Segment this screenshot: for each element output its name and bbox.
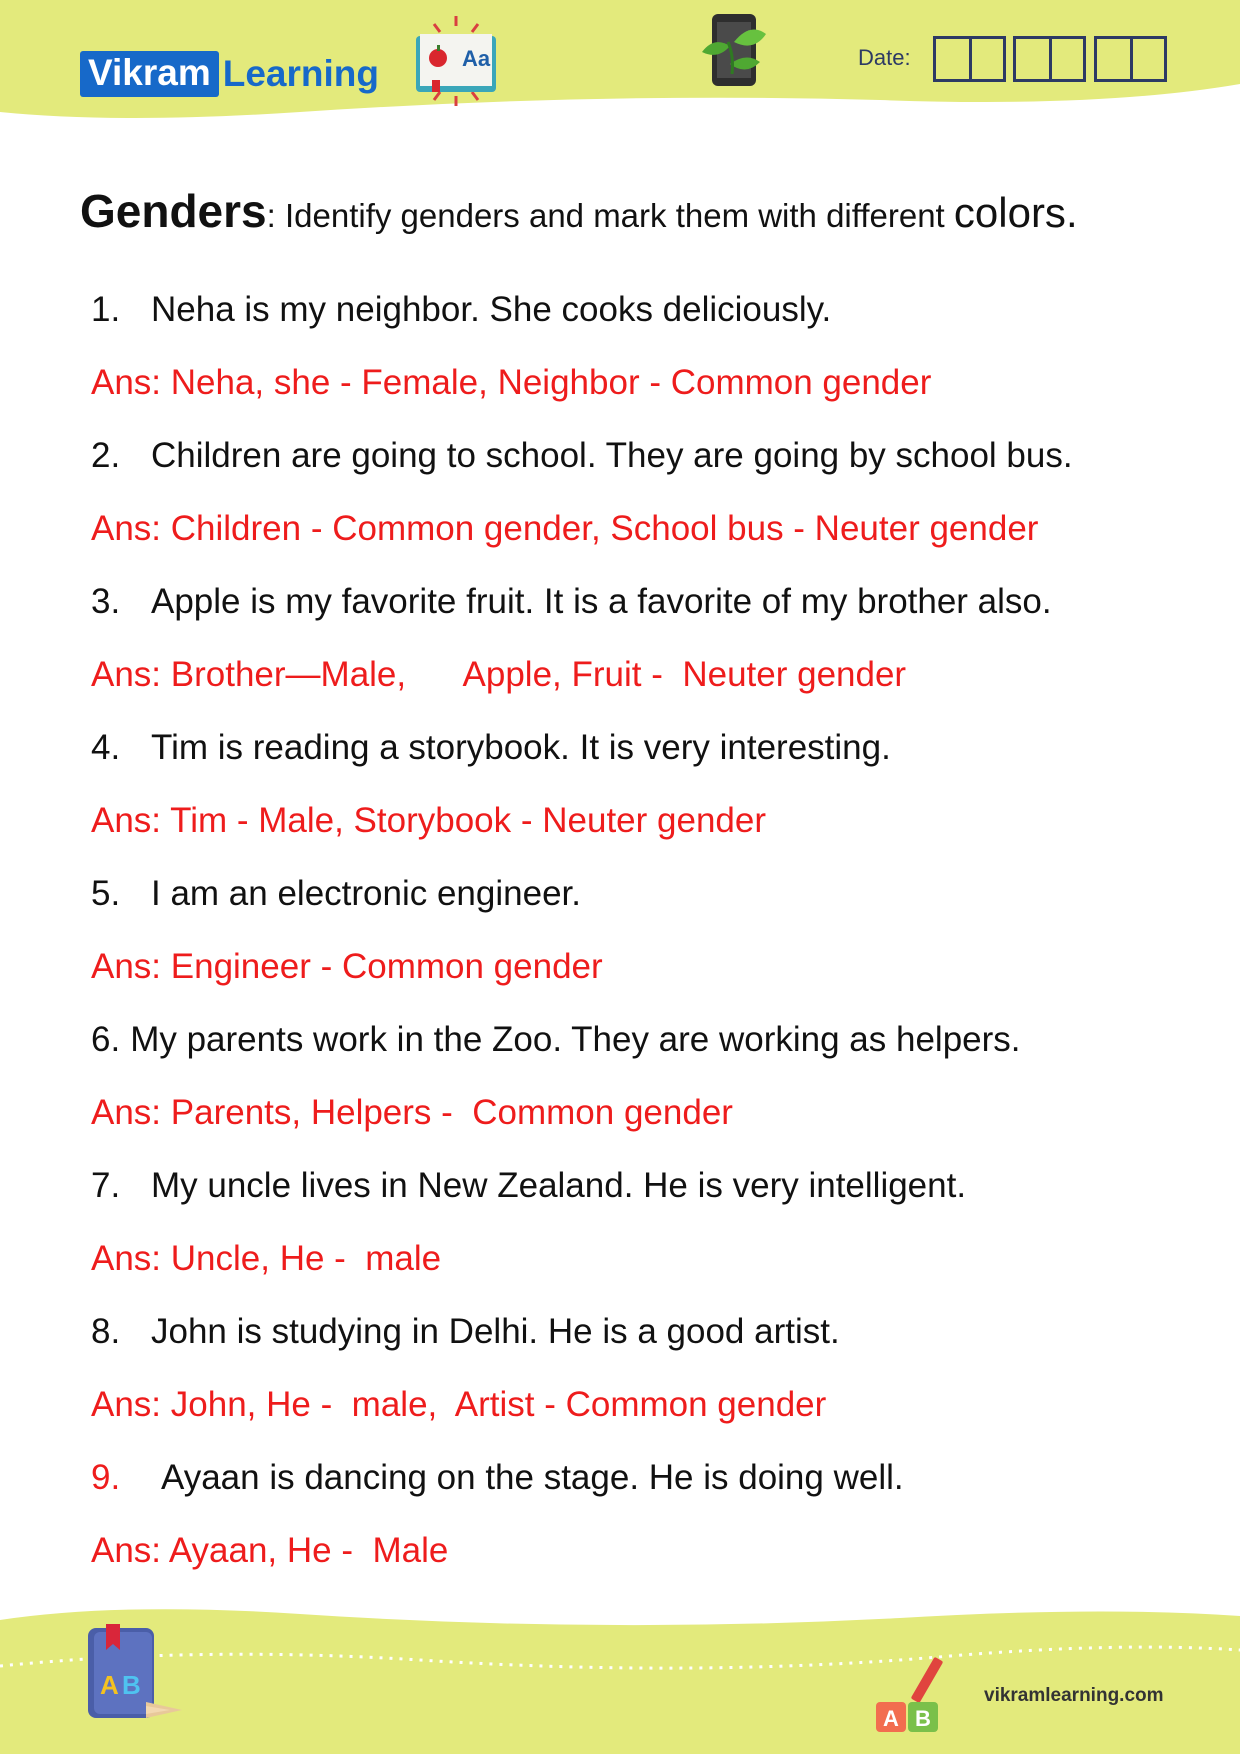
question-text: Neha is my neighbor. She cooks deliciously. bbox=[151, 290, 832, 329]
answer-4: Ans: Tim - Male, Storybook - Neuter gender bbox=[91, 801, 766, 840]
footer-website-link[interactable]: vikramlearning.com bbox=[984, 1685, 1164, 1706]
date-cell[interactable] bbox=[936, 39, 969, 79]
date-cell[interactable] bbox=[1049, 39, 1083, 79]
date-cell[interactable] bbox=[1016, 39, 1049, 79]
question-number: 3. bbox=[91, 582, 121, 621]
question-text: Apple is my favorite fruit. It is a favorite of my brother also. bbox=[151, 582, 1052, 621]
worksheet-title bbox=[80, 184, 1078, 238]
date-month-boxes[interactable] bbox=[1013, 36, 1086, 82]
answer-7: Ans: Uncle, He - male bbox=[91, 1239, 442, 1278]
question-number: 4. bbox=[91, 728, 121, 767]
ab-book-icon bbox=[84, 1622, 190, 1722]
abc-blocks-pencil-icon bbox=[872, 1650, 962, 1740]
question-number: 8. bbox=[91, 1312, 121, 1351]
question-number: 2. bbox=[91, 436, 121, 475]
question-number: 6. bbox=[91, 1020, 121, 1059]
question-text: John is studying in Delhi. He is a good artist. bbox=[151, 1312, 840, 1351]
question-number: 1. bbox=[91, 290, 121, 329]
question-5 bbox=[91, 872, 581, 916]
date-day-boxes[interactable] bbox=[933, 36, 1006, 82]
answer-8: Ans: John, He - male, Artist - Common gender bbox=[91, 1385, 827, 1424]
question-6 bbox=[91, 1018, 1021, 1062]
answer-3: Ans: Brother—Male, Apple, Fruit - Neuter gender bbox=[91, 655, 907, 694]
question-number: 9. bbox=[91, 1458, 121, 1497]
question-text: My parents work in the Zoo. They are working as helpers. bbox=[130, 1020, 1021, 1059]
brand-part1: Vikram bbox=[80, 51, 219, 97]
date-cell[interactable] bbox=[1097, 39, 1130, 79]
question-3 bbox=[91, 580, 1052, 624]
date-year-boxes[interactable] bbox=[1094, 36, 1167, 82]
question-text: I am an electronic engineer. bbox=[151, 874, 581, 913]
answer-1: Ans: Neha, she - Female, Neighbor - Common gender bbox=[91, 363, 932, 402]
title-last-word: colors bbox=[953, 189, 1066, 236]
question-text: Children are going to school. They are going by school bus. bbox=[151, 436, 1073, 475]
question-text: My uncle lives in New Zealand. He is very intelligent. bbox=[151, 1166, 967, 1205]
svg-text:A: A bbox=[100, 1670, 119, 1700]
title-instruction: : Identify genders and mark them with different bbox=[266, 197, 954, 234]
leaf-phone-icon bbox=[700, 12, 770, 88]
question-7 bbox=[91, 1164, 966, 1208]
question-number: 7. bbox=[91, 1166, 121, 1205]
dictionary-book-icon bbox=[410, 14, 510, 108]
title-topic: Genders bbox=[80, 185, 267, 237]
question-1 bbox=[91, 288, 831, 332]
answer-2: Ans: Children - Common gender, School bus - Neuter gender bbox=[91, 509, 1039, 548]
svg-text:B: B bbox=[122, 1670, 141, 1700]
question-9 bbox=[91, 1456, 904, 1500]
date-cell[interactable] bbox=[1130, 39, 1164, 79]
brand-part2: Learning bbox=[222, 53, 379, 94]
date-label: Date: bbox=[858, 45, 911, 70]
answer-9: Ans: Ayaan, He - Male bbox=[91, 1531, 449, 1570]
answer-6: Ans: Parents, Helpers - Common gender bbox=[91, 1093, 733, 1132]
question-text: Tim is reading a storybook. It is very interesting. bbox=[151, 728, 891, 767]
question-4 bbox=[91, 726, 891, 770]
question-number: 5. bbox=[91, 874, 121, 913]
date-cell[interactable] bbox=[969, 39, 1003, 79]
question-2 bbox=[91, 434, 1073, 478]
block-b-letter: B bbox=[915, 1706, 931, 1731]
svg-text:Aa: Aa bbox=[462, 46, 491, 71]
brand-logo[interactable] bbox=[80, 50, 379, 98]
title-period: . bbox=[1065, 189, 1078, 236]
question-text: Ayaan is dancing on the stage. He is doing well. bbox=[161, 1458, 904, 1497]
block-a-letter: A bbox=[883, 1706, 899, 1731]
answer-5: Ans: Engineer - Common gender bbox=[91, 947, 603, 986]
question-8 bbox=[91, 1310, 840, 1354]
